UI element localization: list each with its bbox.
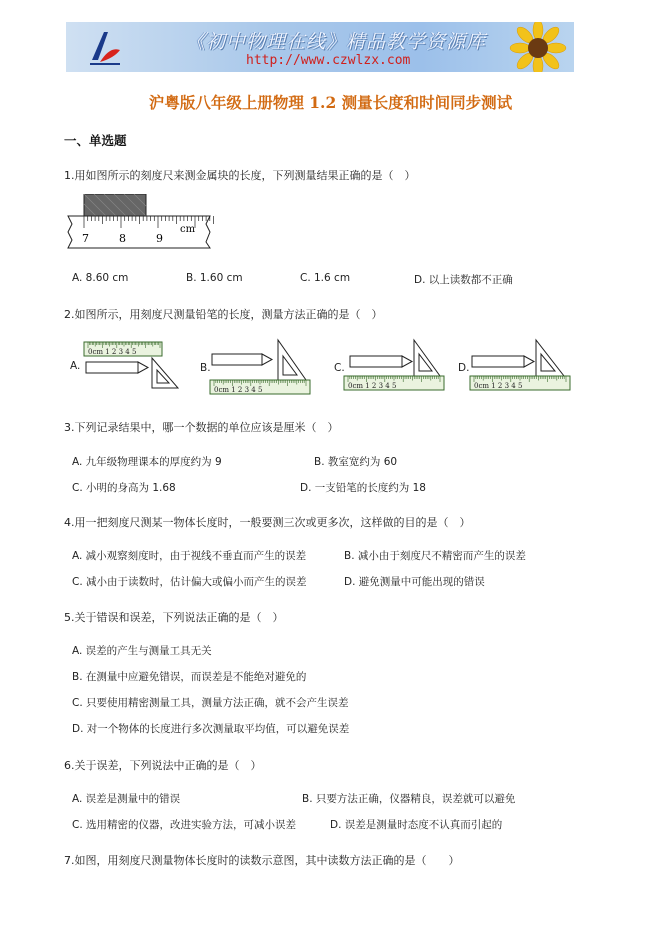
header-banner bbox=[66, 22, 574, 72]
q2-figure-a[interactable] bbox=[64, 336, 184, 396]
q2d-ruler-label: 0cm 1 2 3 4 5 bbox=[474, 382, 523, 390]
q6-option-c[interactable]: C. 选用精密的仪器，改进实验方法，可减小误差 bbox=[72, 819, 297, 831]
sunflower-icon bbox=[508, 22, 568, 72]
question-2-stem: 2.如图所示，用刻度尺测量铅笔的长度，测量方法正确的是（ ） bbox=[64, 308, 383, 321]
q6-option-d[interactable]: D. 误差是测量时态度不认真而引起的 bbox=[330, 819, 503, 831]
q3-option-a[interactable]: A. 九年级物理课本的厚度约为 9 bbox=[72, 456, 222, 468]
q1-tick-label-7: 7 bbox=[82, 232, 89, 245]
q1-unit-label: cm bbox=[180, 224, 196, 235]
q5-option-c[interactable]: C. 只要使用精密测量工具，测量方法正确，就不会产生误差 bbox=[72, 697, 349, 709]
q2-figure-c[interactable] bbox=[332, 336, 452, 396]
q6-option-b[interactable]: B. 只要方法正确，仪器精良，误差就可以避免 bbox=[302, 793, 516, 805]
banner-title: 《初中物理在线》精品教学资源库 bbox=[186, 31, 487, 53]
q4-option-c[interactable]: C. 减小由于读数时，估计偏大或偏小而产生的误差 bbox=[72, 576, 307, 588]
q2c-ruler-label: 0cm 1 2 3 4 5 bbox=[348, 382, 397, 390]
q3-option-b[interactable]: B. 教室宽约为 60 bbox=[314, 456, 398, 468]
q2-label-b: B. bbox=[200, 362, 211, 374]
question-6-stem: 6.关于误差，下列说法中正确的是（ ） bbox=[64, 759, 262, 772]
section-title: 一、单选题 bbox=[64, 133, 127, 148]
q6-option-a[interactable]: A. 误差是测量中的错误 bbox=[72, 793, 181, 805]
q1-option-a[interactable]: A. 8.60 cm bbox=[72, 272, 129, 284]
q1-tick-label-8: 8 bbox=[119, 232, 126, 245]
q2-label-c: C. bbox=[334, 362, 345, 374]
q2-figure-b[interactable] bbox=[198, 336, 318, 396]
question-7-stem: 7.如图，用刻度尺测量物体长度时的读数示意图，其中读数方法正确的是（ ） bbox=[64, 854, 460, 867]
q3-option-d[interactable]: D. 一支铅笔的长度约为 18 bbox=[300, 482, 426, 494]
q1-ruler-figure bbox=[64, 194, 214, 250]
document-title: 沪粤版八年级上册物理 1.2 测量长度和时间同步测试 bbox=[148, 93, 513, 112]
q1-option-b[interactable]: B. 1.60 cm bbox=[186, 272, 243, 284]
question-4-stem: 4.用一把刻度尺测某一物体长度时，一般要测三次或更多次，这样做的目的是（ ） bbox=[64, 516, 471, 529]
q5-option-b[interactable]: B. 在测量中应避免错误，而误差是不能绝对避免的 bbox=[72, 671, 307, 683]
q5-option-a[interactable]: A. 误差的产生与测量工具无关 bbox=[72, 645, 212, 657]
q2-figure-d[interactable] bbox=[458, 336, 578, 396]
q2-label-d: D. bbox=[458, 362, 470, 374]
q4-option-b[interactable]: B. 减小由于刻度尺不精密而产生的误差 bbox=[344, 550, 526, 562]
q1-option-c[interactable]: C. 1.6 cm bbox=[300, 272, 351, 284]
q2-label-a: A. bbox=[70, 360, 81, 372]
q1-tick-label-9: 9 bbox=[156, 232, 163, 245]
site-logo-icon bbox=[86, 28, 124, 68]
question-1-stem: 1.用如图所示的刻度尺来测金属块的长度，下列测量结果正确的是（ ） bbox=[64, 169, 416, 182]
q3-option-c[interactable]: C. 小明的身高为 1.68 bbox=[72, 482, 176, 494]
q2a-ruler-label: 0cm 1 2 3 4 5 bbox=[88, 348, 137, 356]
q1-option-d[interactable]: D. 以上读数都不正确 bbox=[414, 274, 513, 286]
q5-option-d[interactable]: D. 对一个物体的长度进行多次测量取平均值，可以避免误差 bbox=[72, 723, 350, 735]
q4-option-d[interactable]: D. 避免测量中可能出现的错误 bbox=[344, 576, 485, 588]
question-3-stem: 3.下列记录结果中，哪一个数据的单位应该是厘米（ ） bbox=[64, 421, 339, 434]
q2b-ruler-label: 0cm 1 2 3 4 5 bbox=[214, 386, 263, 394]
question-5-stem: 5.关于错误和误差，下列说法正确的是（ ） bbox=[64, 611, 284, 624]
q4-option-a[interactable]: A. 减小观察刻度时，由于视线不垂直而产生的误差 bbox=[72, 550, 307, 562]
banner-url: http://www.czwlzx.com bbox=[246, 53, 411, 68]
